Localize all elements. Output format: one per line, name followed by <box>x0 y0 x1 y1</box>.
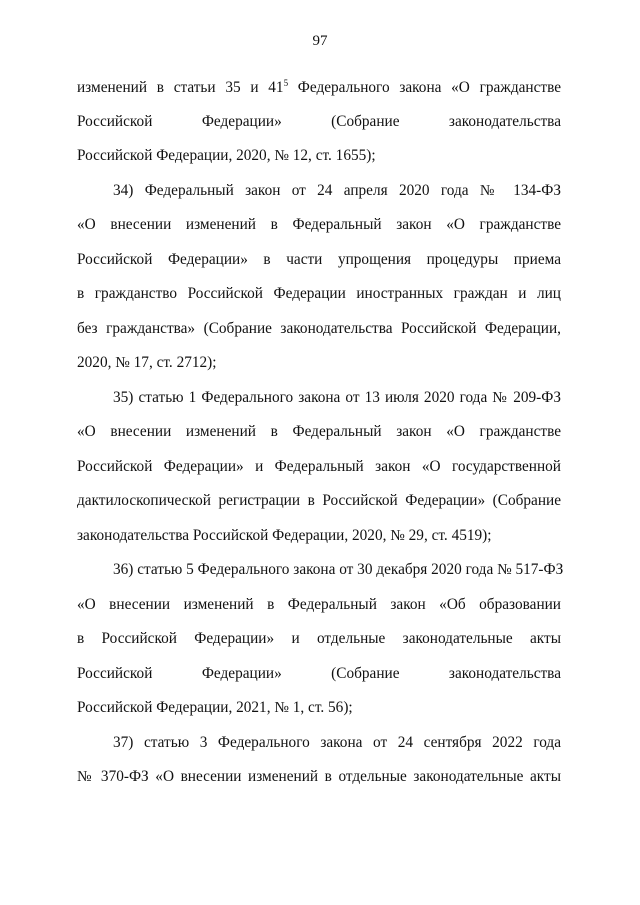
text-line: «О внесении изменений в Федеральный закон «Об образовании <box>77 596 561 613</box>
text-line: изменений в статьи 35 и $41^5$ Федерального закона «О гражданстве <box>77 78 562 96</box>
text-line: Российской Федерации, 2020, № 12, ст. 1655); <box>77 147 376 164</box>
text-line: «О внесении изменений в Федеральный закон «О гражданстве <box>77 423 561 440</box>
text-line: № 370-ФЗ «О внесении изменений в отдельные законодательные акты <box>77 768 561 785</box>
text-line: 2020, № 17, ст. 2712); <box>77 354 217 371</box>
page-number: 97 <box>312 33 328 49</box>
text-line: Российской Федерации» в части упрощения процедуры приема <box>77 251 561 268</box>
text-line: «О внесении изменений в Федеральный закон «О гражданстве <box>77 216 561 233</box>
text-line: 37) статью 3 Федерального закона от 24 сентября 2022 года <box>113 734 561 751</box>
text-line: Российской Федерации, 2021, № 1, ст. 56); <box>77 699 353 716</box>
text-line: Российской Федерации» и Федеральный закон «О государственной <box>77 458 561 475</box>
text-line: 34) Федеральный закон от 24 апреля 2020 года № 134-ФЗ <box>113 182 561 199</box>
text-line: дактилоскопической регистрации в Российской Федерации» (Собрание <box>77 492 561 509</box>
text-line: 36) статью 5 Федерального закона от 30 декабря 2020 года № 517-ФЗ <box>113 561 564 578</box>
text-line: без гражданства» (Собрание законодательства Российской Федерации, <box>77 320 561 337</box>
text-line: Российской Федерации» (Собрание законодательства <box>77 113 561 130</box>
text-line: законодательства Российской Федерации, 2020, № 29, ст. 4519); <box>77 527 492 544</box>
text-line: в гражданство Российской Федерации иностранных граждан и лиц <box>77 285 561 302</box>
text-line: 35) статью 1 Федерального закона от 13 июля 2020 года № 209-ФЗ <box>113 389 561 406</box>
superscript: 5 <box>283 78 289 88</box>
text-line: Российской Федерации» (Собрание законодательства <box>77 665 561 682</box>
text-line: в Российской Федерации» и отдельные законодательные акты <box>77 630 561 647</box>
